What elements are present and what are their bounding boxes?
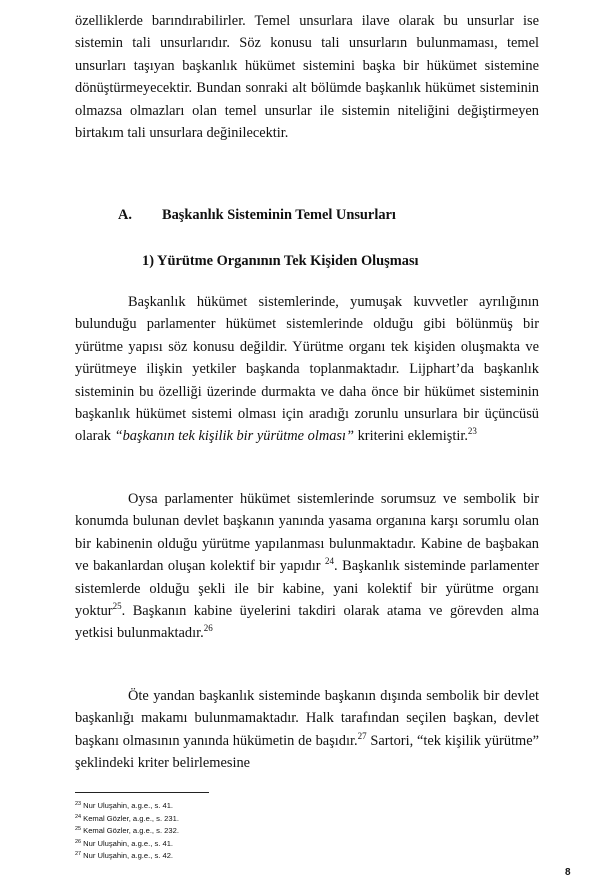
footnote-number: 23 <box>75 801 82 807</box>
footnote-text: Kemal Gözler, a.g.e., s. 231. <box>83 813 179 823</box>
paragraph-2-block <box>75 488 539 645</box>
paragraph-3-part1: Öte yandan başkanlık sisteminde başkanın dışında sembolik bir devlet başkanlığı makamı bulunmamaktadır. Halk tarafından seçilen başkan, devlet başkanı olmasının yanında hükümetin de başıdır. <box>75 688 539 749</box>
footnote-item <box>75 799 179 812</box>
paragraph-1 <box>75 291 539 448</box>
paragraph-1-tail: kriterini eklemiştir. <box>354 428 468 445</box>
footnote-ref-26[interactable]: 26 <box>203 623 213 634</box>
section-heading-number: A. <box>118 207 132 223</box>
paragraph-1-text: Başkanlık hükümet sistemlerinde, yumuşak kuvvetler ayrılığının bulunduğu parlamenter hükümet sistemlerinde olduğu gibi bölünmüş bir yürütme yapısı söz konusu değildir. Yürütme organı tek kişiden oluşmakta ve yürütmeye ilişkin yetkiler başkanda toplanmaktadır. Lijphart’da başkanlık sisteminin bu özelliği üzerinde durmakta ve daha önce bir hükümet sisteminin başkanlık hükümet sistemi olması için aradığı zorunlu unsurlara bir üçüncüsü olarak <box>75 294 539 445</box>
section-heading-a <box>118 207 396 224</box>
footnote-item <box>75 837 179 850</box>
intro-paragraph-block <box>75 10 539 144</box>
subsection-heading-1: 1) Yürütme Organının Tek Kişiden Oluşması <box>142 253 419 269</box>
footnote-ref-23[interactable]: 23 <box>467 426 477 437</box>
footnotes-list <box>75 799 179 862</box>
paragraph-1-quote: “başkanın tek kişilik bir yürütme olması” <box>114 428 355 445</box>
paragraph-3 <box>75 685 539 775</box>
footnote-separator <box>75 792 209 793</box>
footnote-number: 27 <box>75 851 82 857</box>
footnote-text: Nur Uluşahin, a.g.e., s. 41. <box>83 838 174 848</box>
footnote-number: 26 <box>75 838 82 845</box>
footnote-ref-25[interactable]: 25 <box>112 601 122 612</box>
page-number: 8 <box>565 867 571 878</box>
paragraph-2-part1: Oysa parlamenter hükümet sistemlerinde sorumsuz ve sembolik bir konumda bulunan devlet başkanın yanında yasama organına karşı sorumlu olan bir kabinenin olduğu yürütme yapılanması bulunmaktadır. Kabine de başbakan ve bakanlardan oluşan kolektif bir yapıdır <box>75 491 539 575</box>
footnote-number: 25 <box>75 826 82 832</box>
footnote-ref-24[interactable]: 24 <box>325 556 335 567</box>
paragraph-1-block <box>75 291 539 448</box>
footnote-number: 24 <box>75 813 82 820</box>
footnote-text: Kemal Gözler, a.g.e., s. 232. <box>83 826 179 835</box>
footnote-text: Nur Uluşahin, a.g.e., s. 42. <box>83 851 174 860</box>
paragraph-3-block <box>75 685 539 775</box>
footnote-ref-27[interactable]: 27 <box>357 730 367 741</box>
footnote-item <box>75 849 179 862</box>
intro-paragraph: özelliklerde barındırabilirler. Temel unsurlara ilave olarak bu unsurlar ise sistemin tali unsurlarıdır. Söz konusu tali unsurların bulunmaması, temel unsurları taşıyan başkanlık hükümet sistemini başka bir hükümet sistemine dönüştürmeyecektir. Bundan sonraki alt bölümde başkanlık hükümet sisteminin olmazsa olmazları olan temel unsurlar ile sistemin niteliğini değiştirmeyen birtakım tali unsurlara değinilecektir. <box>75 13 539 142</box>
footnote-item <box>75 824 179 837</box>
section-heading-title: Başkanlık Sisteminin Temel Unsurları <box>162 207 396 223</box>
paragraph-2 <box>75 488 539 645</box>
footnote-item <box>75 812 179 825</box>
paragraph-2-part3: . Başkanın kabine üyelerini takdiri olarak atama ve görevden alma yetkisi bulunmaktadır. <box>75 603 539 642</box>
paragraph-2-part2: . Başkanlık sisteminde parlamenter sistemlerde olduğu şekli ile bir kabine, yani kolektif bir yürütme organı yoktur <box>75 558 539 620</box>
footnote-text: Nur Uluşahin, a.g.e., s. 41. <box>83 801 174 810</box>
paragraph-3-part2: Sartori, “tek kişilik yürütme” şeklindeki kriter belirlemesine <box>75 732 539 772</box>
